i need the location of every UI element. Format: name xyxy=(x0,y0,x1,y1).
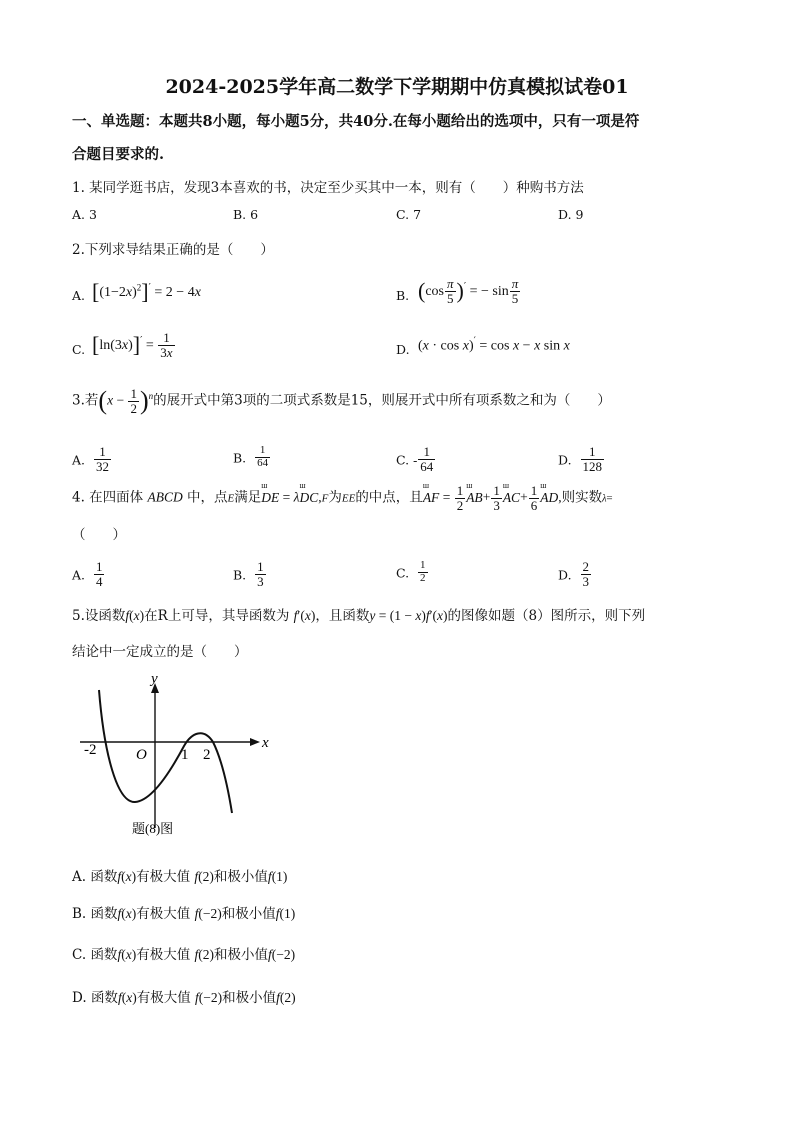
q3-option-d: D. $\frac{1}{128}$ xyxy=(558,444,603,474)
q2-option-a-formula: $[(1-2x)^2]' = 2 - 4x$ xyxy=(92,279,201,304)
graph-caption: 题(8)图 xyxy=(132,821,174,836)
tick-label-2: 2 xyxy=(203,747,211,763)
q3-option-b: B. $\frac{1}{64}$ xyxy=(233,444,269,469)
q2-option-c-label: C. xyxy=(72,342,86,357)
tick-label-1: 1 xyxy=(181,747,189,763)
q3-stem: 3.若(x − $\frac{1}{2}$ )$^n$的展开式中第3项的二项式系数是15，则展开式中所有项系数之和为（ ） xyxy=(72,385,611,416)
q5-option-a: A. 函数f(x)有极大值 f(2)和极小值f(1) xyxy=(72,869,288,885)
section-heading-line2: 合题目要求的. xyxy=(72,146,165,163)
q5-option-b: B. 函数f(x)有极大值 f(−2)和极小值f(1) xyxy=(72,906,296,922)
x-axis-arrow xyxy=(250,738,260,746)
q4-option-b: B. $\frac{1}{3}$ xyxy=(233,559,264,589)
q2-option-b-label: B. xyxy=(396,288,410,303)
q5-graph xyxy=(72,668,282,840)
q4-option-a: A. $\frac{1}{4}$ xyxy=(72,559,103,589)
tick-label-neg2: -2 xyxy=(84,742,97,758)
q3-option-c: C. - $\frac{1}{64}$ xyxy=(396,444,434,474)
q5-option-d: D. 函数f(x)有极大值 f(−2)和极小值f(2) xyxy=(72,990,296,1006)
function-curve xyxy=(99,690,232,813)
q2-stem: 2.下列求导结果正确的是（ ） xyxy=(72,242,274,258)
section-heading-line1: 一、单选题：本题共8小题，每小题5分，共40分.在每小题给出的选项中，只有一项是符 xyxy=(72,113,640,130)
q2-option-a-label: A. xyxy=(72,288,86,303)
q4-stem: 4. 在四面体 ABCD 中，点E满足ш DE = λш DC,F为EE的中点，且ш AF = $\frac{1}{2}$ ш AB+ $\frac{1}{3}$ ш AC+ $\frac{1}{6}$ ш AD,则实数λ= xyxy=(72,484,613,512)
q1-stem: 1. 某同学逛书店，发现3本喜欢的书，决定至少买其中一本，则有（ ）种购书方法 xyxy=(72,180,584,196)
q4-stem-line2: （ ） xyxy=(72,527,126,543)
q5-option-c: C. 函数f(x)有极大值 f(2)和极小值f(−2) xyxy=(72,947,296,963)
q3-option-a: A. $\frac{1}{32}$ xyxy=(72,444,109,474)
q2-option-d-label: D. xyxy=(396,342,410,357)
y-axis-label: y xyxy=(151,671,158,687)
q2-option-d-formula: (x · cos x)′ = cos x − x sin x xyxy=(418,336,570,354)
page-title: 2024-2025学年高二数学下学期期中仿真模拟试卷01 xyxy=(165,76,629,98)
q5-stem-line2: 结论中一定成立的是（ ） xyxy=(72,644,248,660)
x-axis-label: x xyxy=(262,735,269,751)
q2-option-c-formula: [ln(3x)]′ = $\frac{1}{3x}$ xyxy=(92,330,173,360)
q4-option-c: C. $\frac{1}{2}$ xyxy=(396,559,426,584)
q1-option-a: A. 3 xyxy=(72,207,97,222)
q4-option-d: D. $\frac{2}{3}$ xyxy=(558,559,590,589)
q1-option-d: D. 9 xyxy=(558,207,584,222)
q2-option-b-formula: (cos $\frac{\pi}{5}$ )′ = − sin $\frac{\pi}{5}$ xyxy=(418,276,519,306)
q5-stem: 5.设函数f(x)在R上可导，其导函数为 f′(x)，且函数y = (1 − x)f′(x)的图像如题（8）图所示，则下列 xyxy=(72,608,646,624)
q1-option-b: B. 6 xyxy=(233,207,259,222)
origin-label: O xyxy=(136,747,147,763)
q1-option-c: C. 7 xyxy=(396,207,422,222)
